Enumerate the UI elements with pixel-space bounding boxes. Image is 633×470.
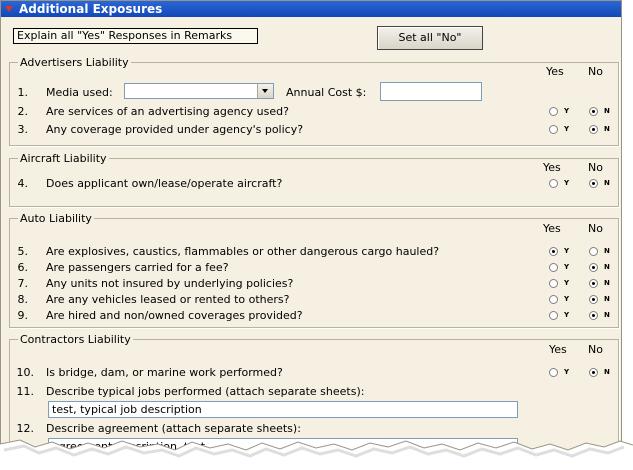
question-number: 9. (17, 309, 28, 322)
question-text: Does applicant own/lease/operate aircraft? (46, 177, 283, 190)
yes-header: Yes (543, 222, 561, 235)
radio-no[interactable] (589, 279, 598, 288)
radio-yes[interactable] (549, 311, 558, 320)
radio-yes-label: Y (564, 125, 570, 133)
question-number: 6. (17, 261, 28, 274)
question-number: 3. (17, 123, 28, 136)
no-header: No (588, 343, 603, 356)
radio-yes-label: Y (564, 368, 570, 376)
collapse-triangle-icon[interactable] (5, 6, 13, 12)
torn-edge (0, 438, 633, 470)
group-title: Contractors Liability (20, 333, 131, 346)
no-header: No (588, 222, 603, 235)
question-text: Describe agreement (attach separate sheets): (46, 422, 301, 435)
annual-cost-input[interactable] (380, 82, 482, 101)
group-title: Aircraft Liability (20, 152, 107, 165)
radio-yes[interactable] (549, 247, 558, 256)
radio-yes-label: Y (564, 263, 570, 271)
question-number: 7. (17, 277, 28, 290)
radio-yes[interactable] (549, 107, 558, 116)
no-header: No (588, 65, 603, 78)
question-text: Any units not insured by underlying policies? (46, 277, 294, 290)
radio-yes[interactable] (549, 125, 558, 134)
radio-no[interactable] (589, 107, 598, 116)
radio-no-label: N (604, 263, 610, 271)
question-text: Are any vehicles leased or rented to others? (46, 293, 290, 306)
radio-no-label: N (604, 179, 610, 187)
radio-no[interactable] (589, 295, 598, 304)
radio-no-label: N (604, 311, 610, 319)
auto-liability-group (9, 212, 619, 328)
yes-header: Yes (543, 161, 561, 174)
set-all-no-button[interactable]: Set all "No" (377, 26, 483, 50)
question-text: Are hired and non/owned coverages provided? (46, 309, 303, 322)
radio-no-label: N (604, 368, 610, 376)
media-used-label: Media used: (46, 86, 113, 99)
radio-yes[interactable] (549, 263, 558, 272)
radio-no[interactable] (589, 125, 598, 134)
radio-no-label: N (604, 279, 610, 287)
radio-yes-label: Y (564, 279, 570, 287)
radio-no[interactable] (589, 311, 598, 320)
media-used-select[interactable] (124, 83, 274, 99)
question-text: Any coverage provided under agency's policy? (46, 123, 304, 136)
radio-no[interactable] (589, 368, 598, 377)
radio-yes-label: Y (564, 295, 570, 303)
radio-no-label: N (604, 125, 610, 133)
question-number: 8. (17, 293, 28, 306)
question-number: 12. (16, 422, 34, 435)
question-number: 11. (16, 385, 34, 398)
radio-yes-label: Y (564, 107, 570, 115)
annual-cost-label: Annual Cost $: (286, 86, 367, 99)
radio-no[interactable] (589, 247, 598, 256)
radio-no[interactable] (589, 179, 598, 188)
question-text: Describe typical jobs performed (attach separate sheets): (46, 385, 365, 398)
radio-no-label: N (604, 295, 610, 303)
group-title: Advertisers Liability (20, 56, 129, 69)
typical-jobs-input[interactable]: test, typical job description (48, 401, 518, 418)
radio-yes[interactable] (549, 295, 558, 304)
question-number: 4. (17, 177, 28, 190)
question-text: Are explosives, caustics, flammables or other dangerous cargo hauled? (46, 245, 440, 258)
question-text: Are passengers carried for a fee? (46, 261, 229, 274)
radio-yes[interactable] (549, 279, 558, 288)
no-header: No (588, 161, 603, 174)
advertisers-liability-group (9, 56, 619, 146)
question-text: Are services of an advertising agency used? (46, 105, 289, 118)
radio-yes[interactable] (549, 179, 558, 188)
title-bar[interactable] (1, 1, 621, 17)
radio-no[interactable] (589, 263, 598, 272)
group-title: Auto Liability (20, 212, 92, 225)
radio-no-label: N (604, 247, 610, 255)
question-number: 10. (16, 366, 34, 379)
radio-yes-label: Y (564, 179, 570, 187)
yes-header: Yes (549, 343, 567, 356)
question-number: 2. (17, 105, 28, 118)
radio-yes[interactable] (549, 368, 558, 377)
radio-no-label: N (604, 107, 610, 115)
radio-yes-label: Y (564, 247, 570, 255)
aircraft-liability-group (9, 152, 619, 207)
window-title: Additional Exposures (19, 2, 163, 16)
chevron-down-icon[interactable] (257, 84, 273, 98)
yes-header: Yes (546, 65, 564, 78)
question-number: 5. (17, 245, 28, 258)
remarks-note: Explain all "Yes" Responses in Remarks (13, 28, 258, 44)
contractors-liability-group (9, 333, 619, 454)
question-number: 1. (17, 86, 28, 99)
question-text: Is bridge, dam, or marine work performed? (46, 366, 283, 379)
radio-yes-label: Y (564, 311, 570, 319)
